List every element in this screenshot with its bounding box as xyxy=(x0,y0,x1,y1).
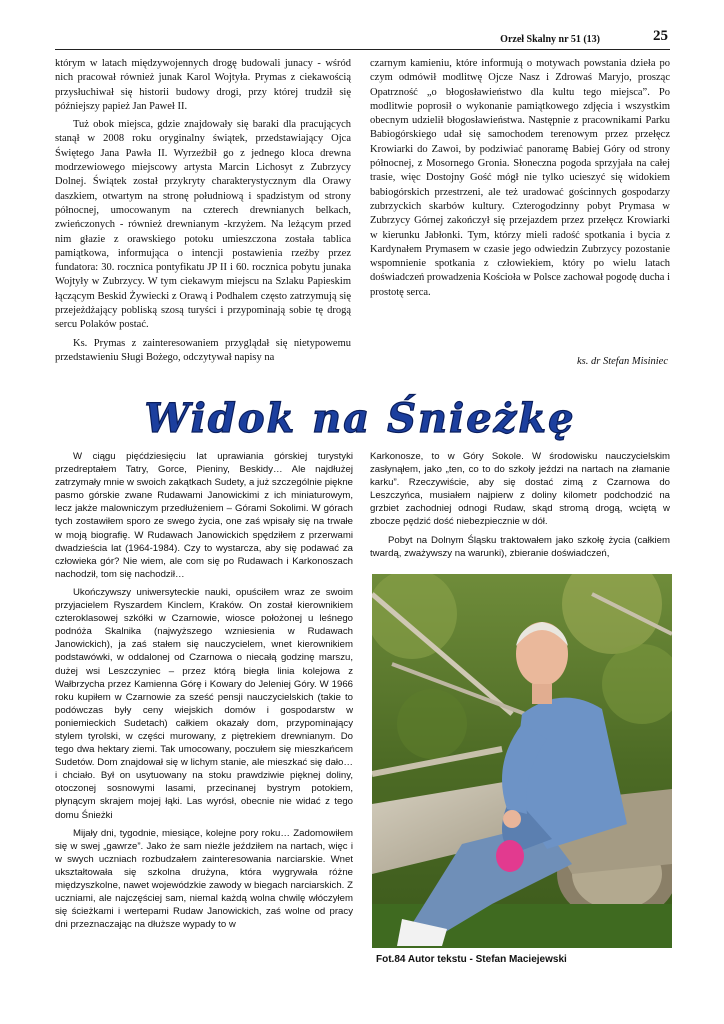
paragraph: którym w latach międzywojennych drogę budowali junacy - wśród nich pracował również junak Karol Wojtyła. Prymas z ciekawością przysłuchiwał się historii budowy drogi, przy której trudził się późniejszy papież Jan Paweł II. xyxy=(55,58,351,112)
paragraph: Pobyt na Dolnym Śląsku traktowałem jako szkołę życia (całkiem twardą, zważywszy na warunki), zbieranie doświadczeń, xyxy=(370,534,670,559)
paragraph: czarnym kamieniu, które informują o motywach powstania dzieła po czym odmówił modlitwę Ojcze Nasz i Zdrowaś Maryjo, prosząc Opatrzność „o błogosławieństwo dla kultu tego miejsca”. Po modlitwie poprosił o wykonanie pamiątkowego zdjęcia i wszystkim obecnym udzielił błogosławieństwa. Następnie z pracownikami Parku Babiogórskiego udał się samochodem terenowym przez przełęcz Krowiarki do Zawoi, by podziwiać panoramę Babiej Góry od strony północnej, z Mosornego Gronia. Słoneczna pogoda sprzyjała na całej trasie, więc Dostojny Gość mógł nie tylko ucieszyć się widokiem babiogórskich przestrzeni, ale też uradować gościnnych gospodarzy zubrzyckich skarbów kultury. Czterogodzinny pobyt Prymasa w Zubrzycy Górnej zakończył się przejazdem przez przełęcz Krowiarki w kierunku Jabłonki. Tym, którzy mieli radość spotkania i bycia z Kardynałem Prymasem w czasie jego odwiedzin Zubrzycy pozostanie wspomnienie spotkania z człowiekiem, który po wielu latach doświadczeń prowadzenia Kościoła w Polsce zachował pogodę ducha i prostotę serca. xyxy=(370,58,670,298)
paragraph: W ciągu pięćdziesięciu lat uprawiania górskiej turystyki przedreptałem Tatry, Gorce, Pieniny, Beskidy… Ale najdłużej zatrzymały mnie w swoich zakątkach Sudety, a już szczególnie piękne pasmo górskie zwane Rudawami Janowickimi z ich miniaturowym, lecz jakże malowniczym przedłużeniem – Górami Sokolimi. W górach tych zostawiłem sporo ze swego życia, one zaś wpisały się na trwałe w moją biografię. W Rudawach Janowickich spędziłem z przerwami dwadzieścia lat (1964-1984). Czy to wystarcza, aby się podawać za człowieka gór? Nie wiem, ale com się po Rudawach i Karkonoszach nachodził, tom się nachodził… xyxy=(55,451,353,580)
author-photo-illustration xyxy=(372,574,672,948)
author-photo xyxy=(372,574,672,948)
paragraph: Tuż obok miejsca, gdzie znajdowały się baraki dla pracujących stanął w 2008 roku oryginalny świątek, przedstawiający Ojca Świętego Jana Pawła II. Wyrzeźbił go z jednego kloca drewna modrzewiowego miejscowy artysta Marcin Lichosyt z Zubrzycy Dolnej. Świątek został przykryty charakterystycznym dla Orawy daszkiem, otwartym na stronę południową i spadzistym od strony północnej, umocowanym na czterech drewnianych belkach, zwieńczonych - również drewnianym -krzyżem. Na leżącym przed nim głazie z orawskiego potoku umieszczona została tablica pamiątkowa, informująca o intencji postawienia rzeźby przez fundatora: 30. rocznica pontyfikatu JP II i 60. rocznica pobytu junaka Wojtyły w Zubrzycy. W tym ciekawym miejscu na Szlaku Papieskim łączącym Beskid Żywiecki z Orawą i Podhalem często zatrzymują się przejeżdżający pobliską szosą turyści i przypominają sobie tę drogą sercu Polaków postać. xyxy=(55,119,351,331)
magazine-issue: Orzeł Skalny nr 51 (13) xyxy=(500,34,600,45)
paragraph: Karkonosze, to w Góry Sokole. W środowisku nauczycielskim zasłynąłem, jako „ten, co to do szkoły jeździ na nartach na złamanie karku”. Rzeczywiście, aby się dostać zimą z Czarnowa do Leszczyńca, musiałem najpierw z doliny kilometr podchodzić na grzbiet zachodniej odnogi Rudaw, skąd stromą drogą, wciętą w zbocze pędzić dość niebezpiecznie w dół. xyxy=(370,451,670,528)
page-header xyxy=(55,28,670,50)
article2-column-left xyxy=(55,450,353,936)
page-number: 25 xyxy=(653,28,668,44)
article1-column-left xyxy=(55,57,351,369)
photo-caption: Fot.84 Autor tekstu - Stefan Maciejewski xyxy=(376,954,567,965)
article1-signature: ks. dr Stefan Misiniec xyxy=(577,356,668,367)
paragraph: Mijały dni, tygodnie, miesiące, kolejne pory roku… Zadomowiłem się w swej „gawrze”. Jako że sam nieźle jeździłem na nartach, więc i w swych uczniach rozbudzałem zainteresowania narciarskie. Wnet ukształtowała się szkolna drużyna, która wygrywała różne międzyszkolne, nawet wojewódzkie zawody w biegach narciarskich. Z uczniami, ale najczęściej sam, niemal każdą wolna chwilę włóczyłem się ścieżkami i wertepami Rudaw Janowickich, zaś wolne od pracy dni przeznaczając na dłuższe wypady to w xyxy=(55,827,353,931)
paragraph: Ks. Prymas z zainteresowaniem przyglądał się nietypowemu przedstawieniu Sługi Bożego, odczytywał napisy na xyxy=(55,337,351,363)
article2-column-right xyxy=(370,450,670,565)
section-title-text: Widok na Śnieżkę xyxy=(144,395,576,442)
paragraph: Ukończywszy uniwersyteckie nauki, opuściłem wraz ze swoim przyjacielem Ryszardem Kinclem, Kraków. On został kierownikiem czteroklasowej szkółki w Czarnowie, wiosce położonej u leśnego podnóża Skalnika (najwyższego wzniesienia w Rudawach Janowickich), ja zaś stałem się nauczycielem, wnet kierownikiem podstawówki, w oddalonej od Czarnowa o niecałą godzinę marszu, dużej wsi Leszczyniec – przez którą biegła linia kolejowa z Wałbrzycha przez Kamienna Górę i Kowary do Jeleniej Góry. W 1966 roku kupiłem w Czarnowie za sześć pensji nauczycielskich (takie to podówczas były ceny wiejskich domów i gospodarstw w poniemieckich Sudetach) całkiem okazały dom, przypominający stylem tyrolski, w części murowany, z piętrekiem drewnianym. Do tego dwa hektary ziemi. Tak umocowany, poczułem się mieszkańcem Sudetów. Dom znajdował się w lichym stanie, ale mieszkać się dało… i chciało. Był on usytuowany na stoku prawdziwie pięknej doliny, otoczonej sosnowymi lasami, przecinanej bystrym potokiem, płynącym skrajem mojej łąki. Las wyrósł, obecnie nie widać z tego domu Śnieżki xyxy=(55,586,353,821)
article1-column-right xyxy=(370,57,670,304)
section-title xyxy=(40,392,680,448)
